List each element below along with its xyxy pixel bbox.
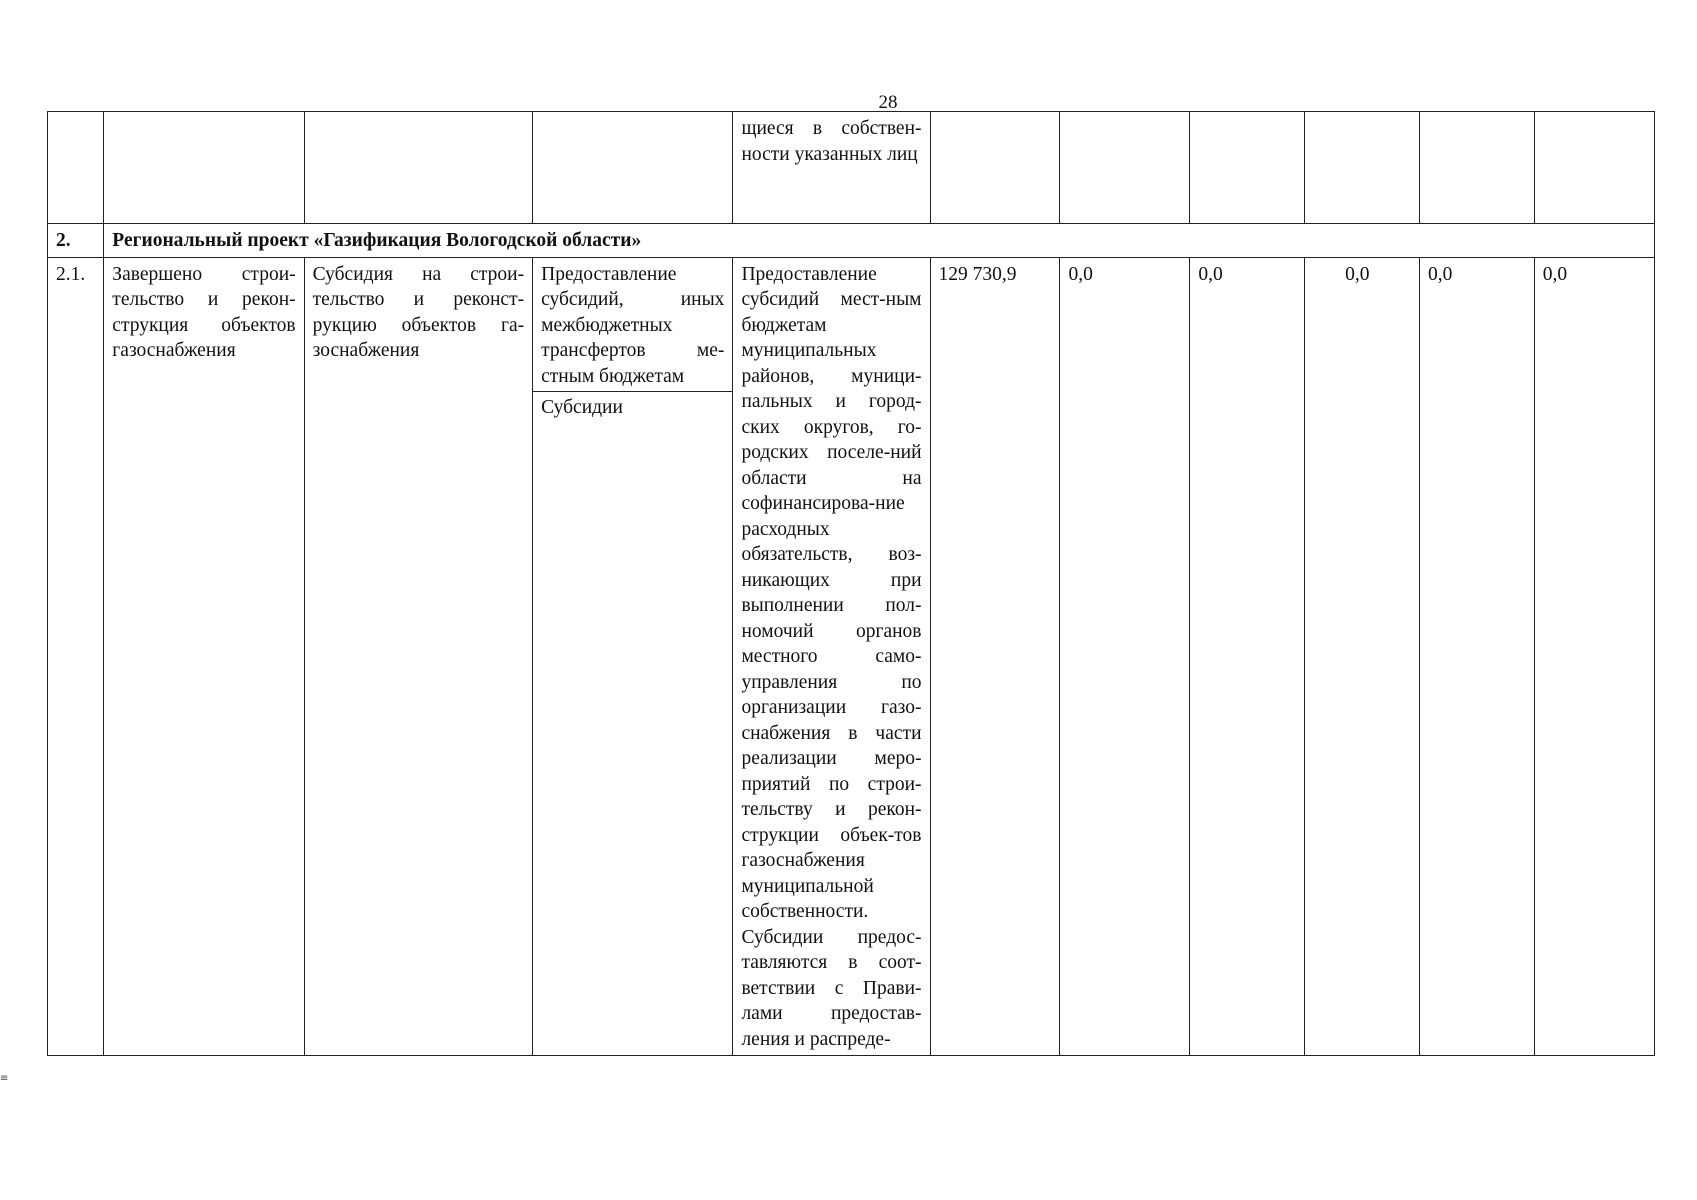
cell-value bbox=[1534, 112, 1654, 224]
item-number: 2.1. bbox=[48, 257, 104, 1056]
item-total: 129 730,9 bbox=[930, 257, 1060, 1056]
section-title: Региональный проект «Газификация Вологодской области» bbox=[104, 224, 1655, 258]
item-value-2: 0,0 bbox=[1190, 257, 1305, 1056]
cell-number bbox=[48, 112, 104, 224]
section-number: 2. bbox=[48, 224, 104, 258]
table-row-item bbox=[48, 257, 1655, 1056]
item-type-bottom: Субсидии bbox=[541, 397, 623, 418]
cell-value bbox=[1305, 112, 1420, 224]
budget-table bbox=[47, 111, 1655, 1056]
cell-value bbox=[1190, 112, 1305, 224]
item-value-5: 0,0 bbox=[1534, 257, 1654, 1056]
margin-marks: ≡ bbox=[0, 1073, 9, 1084]
cell-type bbox=[533, 112, 733, 224]
item-value-3: 0,0 bbox=[1305, 257, 1420, 1056]
item-result: Завершено строи-тельство и рекон-струкция объектов газоснабжения bbox=[104, 257, 304, 1056]
item-event: Субсидия на строи-тельство и реконст-рукцию объектов га-зоснабжения bbox=[304, 257, 532, 1056]
cell-event bbox=[304, 112, 532, 224]
cell-description: щиеся в собствен-ности указанных лиц bbox=[733, 112, 930, 224]
cell-value bbox=[1419, 112, 1534, 224]
item-description: Предоставление субсидий мест-ным бюджетам муниципальных районов, муници-пальных и город-ских округов, го-родских поселе-ний области на софинансирова-ние расходных обязательств, воз-никающих при выполнении пол-номочий органов местного само-управления по организации газо-снабжения в части реализации меро-приятий по строи-тельству и рекон-струкции объек-тов газоснабжения муниципальной собственности. Субсидии предос-тавляются в соот-ветствии с Прави-лами предостав-ления и распреде- bbox=[733, 257, 930, 1056]
item-type bbox=[533, 257, 733, 1056]
table-row-continuation bbox=[48, 112, 1655, 224]
cell-total bbox=[930, 112, 1060, 224]
item-type-top: Предоставление субсидий, иных межбюджетных трансфертов ме-стным бюджетам bbox=[533, 258, 732, 393]
page-number: 28 bbox=[878, 92, 898, 113]
item-value-1: 0,0 bbox=[1060, 257, 1190, 1056]
section-row bbox=[48, 224, 1655, 258]
cell-result bbox=[104, 112, 304, 224]
item-value-4: 0,0 bbox=[1419, 257, 1534, 1056]
cell-value bbox=[1060, 112, 1190, 224]
